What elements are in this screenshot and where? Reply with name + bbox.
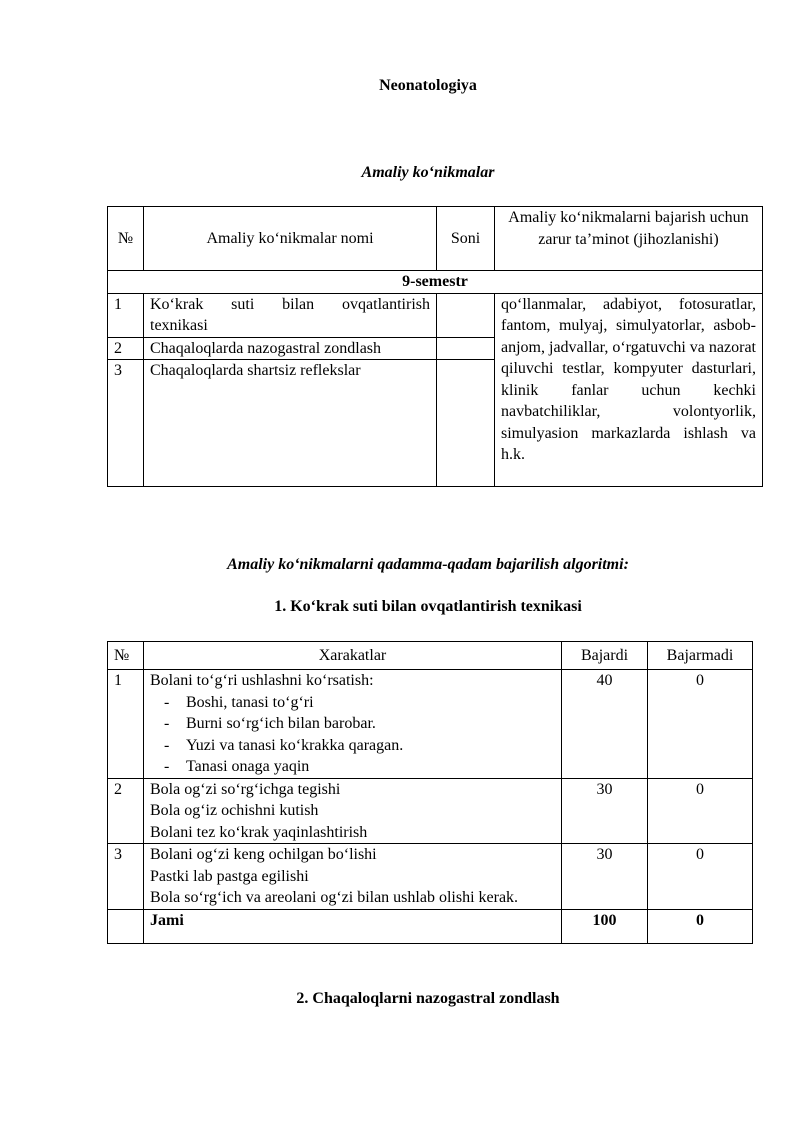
row-number: 2 bbox=[108, 337, 144, 360]
steps-table bbox=[107, 641, 753, 944]
header-done: Bajardi bbox=[562, 642, 648, 670]
total-label: Jami bbox=[144, 909, 562, 943]
row-actions bbox=[144, 778, 562, 844]
row-skill-name: Chaqaloqlarda shartsiz reflekslar bbox=[144, 360, 437, 487]
header-not-done: Bajarmadi bbox=[648, 642, 753, 670]
row-skill-name: Ko‘krak suti bilan ovqatlantirish texnikasi bbox=[144, 293, 437, 337]
row-number: 3 bbox=[108, 360, 144, 487]
row-count bbox=[437, 337, 495, 360]
total-done-score: 100 bbox=[562, 909, 648, 943]
row-done-score: 30 bbox=[562, 778, 648, 844]
row-actions bbox=[144, 844, 562, 910]
action-lead: Bolani to‘g‘ri ushlashni ko‘rsatish: bbox=[150, 672, 374, 689]
total-row bbox=[108, 909, 753, 943]
section-title: Amaliy ko‘nikmalar bbox=[361, 164, 495, 181]
steps-table-header bbox=[108, 642, 753, 670]
row-not-done-score: 0 bbox=[648, 778, 753, 844]
row-number: 2 bbox=[108, 778, 144, 844]
total-number bbox=[108, 909, 144, 943]
row-number: 1 bbox=[108, 670, 144, 779]
list-item: - Burni so‘rg‘ich bilan barobar. bbox=[150, 713, 555, 735]
header-count: Soni bbox=[437, 207, 495, 271]
skills-table-header bbox=[108, 207, 763, 271]
list-item: - Boshi, tanasi to‘g‘ri bbox=[150, 692, 555, 714]
row-count bbox=[437, 360, 495, 487]
header-skill-name: Amaliy ko‘nikmalar nomi bbox=[144, 207, 437, 271]
action-line: Bola og‘iz ochishni kutish bbox=[150, 802, 319, 819]
subsection-2-title: 2. Chaqaloqlarni nazogastral zondlash bbox=[296, 990, 560, 1007]
header-equipment: Amaliy ko‘nikmalarni bajarish uchun zarur ta’minot (jihozlanishi) bbox=[495, 207, 763, 271]
action-line: Pastki lab pastga egilishi bbox=[150, 867, 309, 885]
algorithm-title: Amaliy ko‘nikmalarni qadamma-qadam bajarilish algoritmi: bbox=[227, 556, 629, 573]
document-title: Neonatologiya bbox=[379, 77, 477, 94]
row-not-done-score: 0 bbox=[648, 670, 753, 779]
row-number: 1 bbox=[108, 293, 144, 337]
action-line: Bola so‘rg‘ich va areolani og‘zi bilan ushlab olishi kerak. bbox=[150, 889, 519, 906]
equipment-cell: qo‘llanmalar, adabiyot, fotosuratlar, fantom, mulyaj, simulyatorlar, asbob-anjom, jadvallar, o‘rgatuvchi va nazorat qiluvchi testlar, kompyuter dasturlari, klinik fanlar uchun kechki navbatchiliklar, volontyorlik, simulyasion markazlarda ishlash va h.k. bbox=[495, 293, 763, 487]
row-not-done-score: 0 bbox=[648, 844, 753, 910]
skills-table bbox=[107, 206, 763, 487]
table-row bbox=[108, 778, 753, 844]
list-item: - Yuzi va tanasi ko‘krakka qaragan. bbox=[150, 735, 555, 757]
action-line: Bola og‘zi so‘rg‘ichga tegishi bbox=[150, 780, 341, 798]
header-number: № bbox=[108, 207, 144, 271]
row-skill-name: Chaqaloqlarda nazogastral zondlash bbox=[144, 337, 437, 360]
row-number: 3 bbox=[108, 844, 144, 910]
list-item: - Tanasi onaga yaqin bbox=[150, 756, 555, 778]
subsection-1-title: 1. Ko‘krak suti bilan ovqatlantirish texnikasi bbox=[274, 598, 582, 615]
row-count bbox=[437, 293, 495, 337]
row-done-score: 40 bbox=[562, 670, 648, 779]
header-number: № bbox=[108, 642, 144, 670]
action-line: Bolani tez ko‘krak yaqinlashtirish bbox=[150, 823, 368, 841]
total-not-done-score: 0 bbox=[648, 909, 753, 943]
action-line: Bolani og‘zi keng ochilgan bo‘lishi bbox=[150, 846, 377, 863]
table-row bbox=[108, 844, 753, 910]
semester-label: 9-semestr bbox=[108, 271, 763, 294]
row-done-score: 30 bbox=[562, 844, 648, 910]
semester-row bbox=[108, 271, 763, 294]
action-bullets bbox=[150, 692, 555, 778]
row-actions bbox=[144, 670, 562, 779]
table-row bbox=[108, 293, 763, 337]
table-row bbox=[108, 670, 753, 779]
header-actions: Xarakatlar bbox=[144, 642, 562, 670]
